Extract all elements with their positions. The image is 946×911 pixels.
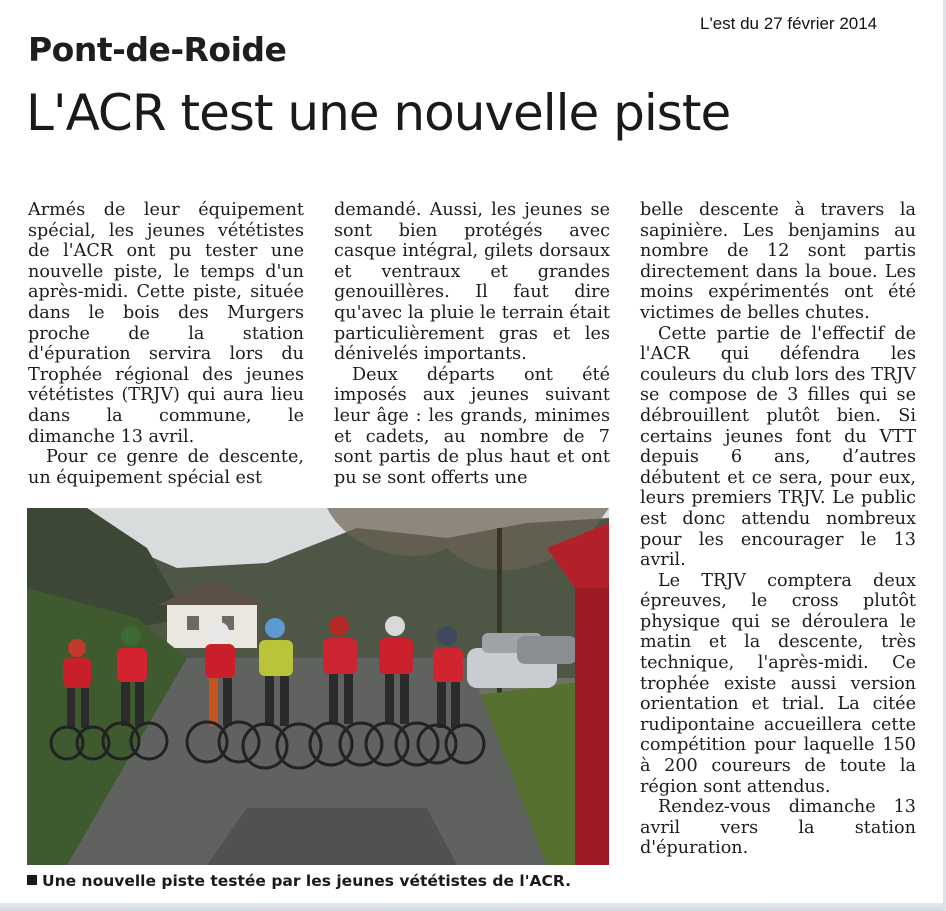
bullet-square-icon — [27, 875, 37, 885]
kicker-location: Pont-de-Roide — [28, 30, 287, 69]
photo-caption — [27, 872, 627, 890]
headline: L'ACR test une nouvelle piste — [26, 84, 731, 142]
article-column-1 — [28, 200, 304, 488]
article-column-2 — [334, 200, 610, 488]
caption-text: Une nouvelle piste testée par les jeunes vététistes de l'ACR. — [42, 872, 571, 890]
article-photo — [27, 508, 609, 865]
paragraph: belle descente à travers la sapinière. Les benjamins au nombre de 12 sont partis directement dans la boue. Les moins expérimentés ont été victimes de belles chutes. — [640, 200, 916, 323]
article-column-3 — [640, 200, 916, 859]
paragraph: Le TRJV comptera deux épreuves, le cross plutôt physique qui se déroulera le matin et la descente, très technique, l'après-midi. Ce trophée existe aussi version orientation et trial. La citée rudipontaine accueillera cette compétition pour laquelle 150 à 200 coureurs de toute la région sont attendus. — [640, 570, 916, 797]
paragraph: Pour ce genre de descente, un équipement spécial est — [28, 447, 304, 488]
photo-riders-on-path — [27, 508, 609, 865]
paragraph: Cette partie de l'effectif de l'ACR qui défendra les couleurs du club lors des TRJV se compose de 3 filles qui se débrouillent plutôt bien. Si certains jeunes font du VTT depuis 6 ans, d’autres débutent et ce sera, pour eux, leurs premiers TRJV. Le public est donc attendu nombreux pour les encourager le 13 avril. — [640, 323, 916, 571]
paragraph: Armés de leur équipement spécial, les jeunes vététistes de l'ACR ont pu tester une nouvelle piste, le temps d'un après-midi. Cette piste, située dans le bois des Murgers proche de la station d'épuration servira lors du Trophée régional des jeunes vététistes (TRJV) qui aura lieu dans la commune, le dimanche 13 avril. — [28, 200, 304, 447]
bottom-border — [0, 903, 946, 911]
paragraph: Deux départs ont été imposés aux jeunes suivant leur âge : les grands, minimes et cadets, au nombre de 7 sont partis de plus haut et ont pu se sont offerts une — [334, 364, 610, 488]
paragraph: Rendez-vous dimanche 13 avril vers la station d'épuration. — [640, 797, 916, 859]
source-line: L'est du 27 février 2014 — [700, 14, 878, 33]
paragraph: demandé. Aussi, les jeunes se sont bien protégés avec casque intégral, gilets dorsaux et ventraux et grandes genouillères. Il faut dire qu'avec la pluie le terrain était particulièrement gras et les dénivelés importants. — [334, 200, 610, 365]
